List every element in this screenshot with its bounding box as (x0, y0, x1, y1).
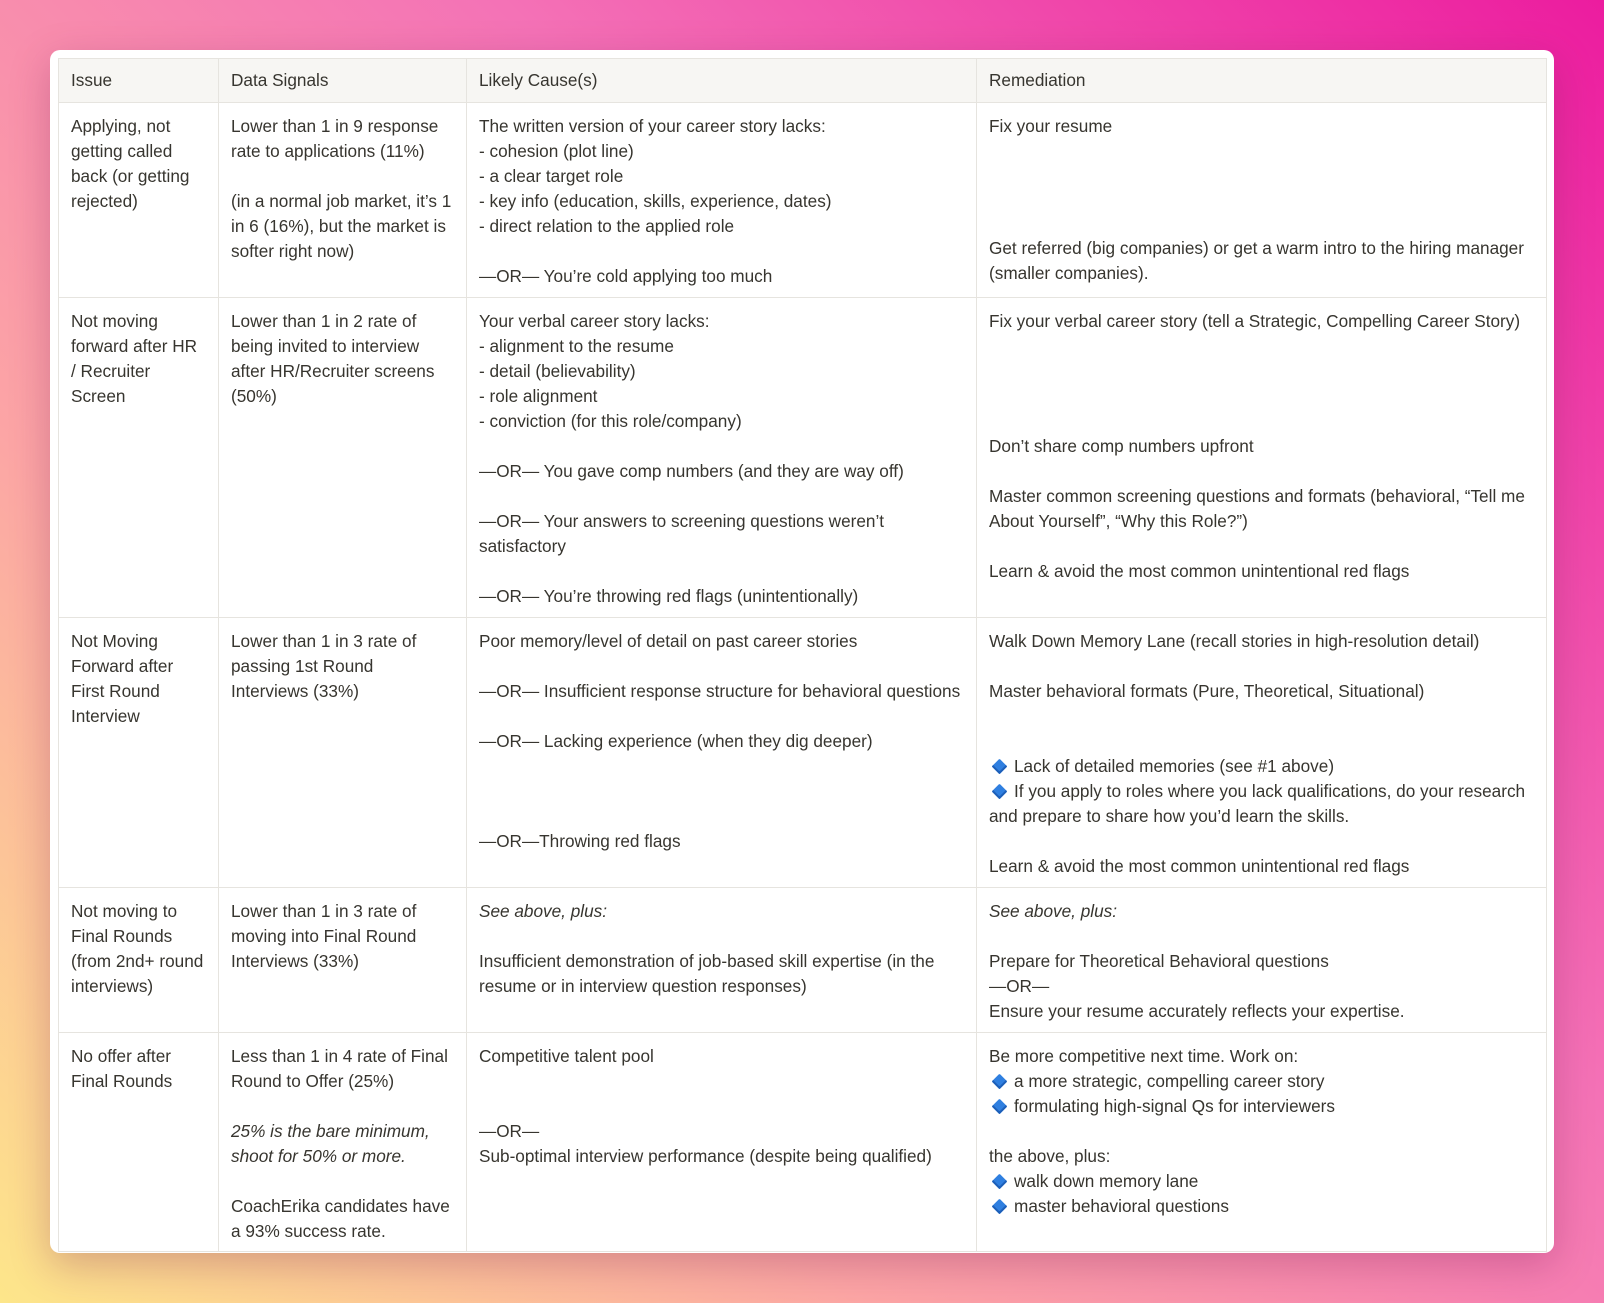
header-issue: Issue (59, 59, 219, 103)
table-row (59, 618, 1547, 888)
header-data-signals: Data Signals (219, 59, 467, 103)
causes-cell: Competitive talent pool —OR— Sub-optimal interview performance (despite being qualified) (467, 1033, 977, 1252)
signals-cell: Lower than 1 in 3 rate of passing 1st Round Interviews (33%) (219, 618, 467, 888)
remediation-cell: Be more competitive next time. Work on: a more strategic, compelling career story formulating high-signal Qs for interviewers the above, plus: walk down memory lane master behavioral questions (977, 1033, 1547, 1252)
diagnosis-table (58, 58, 1547, 1252)
bullet-item: master behavioral questions (989, 1194, 1534, 1219)
blue-diamond-icon (992, 784, 1008, 800)
remediation-cell: Walk Down Memory Lane (recall stories in high-resolution detail) Master behavioral formats (Pure, Theoretical, Situational) Lack of detailed memories (see #1 above) If you apply to roles where you lack qualifications, do your research and prepare to share how you’d learn the skills. Learn & avoid the most common unintentional red flags (977, 618, 1547, 888)
bullet-item: a more strategic, compelling career story (989, 1069, 1534, 1094)
remediation-cell: Fix your verbal career story (tell a Strategic, Compelling Career Story) Don’t share comp numbers upfront Master common screening questions and formats (behavioral, “Tell me About Yourself”, “Why this Role?”) Learn & avoid the most common unintentional red flags (977, 298, 1547, 618)
bullet-item: walk down memory lane (989, 1169, 1534, 1194)
causes-cell: See above, plus: Insufficient demonstration of job-based skill expertise (in the resume or in interview question responses) (467, 888, 977, 1033)
blue-diamond-icon (992, 1199, 1008, 1215)
bullet-item: If you apply to roles where you lack qualifications, do your research and prepare to share how you’d learn the skills. (989, 781, 1526, 826)
table-row (59, 888, 1547, 1033)
issue-cell: Not Moving Forward after First Round Interview (59, 618, 219, 888)
blue-diamond-icon (992, 1074, 1008, 1090)
issue-cell: Not moving to Final Rounds (from 2nd+ round interviews) (59, 888, 219, 1033)
blue-diamond-icon (992, 1099, 1008, 1115)
issue-cell: No offer after Final Rounds (59, 1033, 219, 1252)
causes-cell: Your verbal career story lacks: - alignment to the resume - detail (believability) - role alignment - conviction (for this role/company) —OR— You gave comp numbers (and they are way off) —OR— Your answers to screening questions weren’t satisfactory —OR— You’re throwing red flags (unintentionally) (467, 298, 977, 618)
header-row (59, 59, 1547, 103)
remediation-cell: Fix your resume Get referred (big companies) or get a warm intro to the hiring manager (smaller companies). (977, 103, 1547, 298)
issue-cell: Applying, not getting called back (or getting rejected) (59, 103, 219, 298)
blue-diamond-icon (992, 759, 1008, 775)
remediation-cell: See above, plus: Prepare for Theoretical Behavioral questions —OR— Ensure your resume accurately reflects your expertise. (977, 888, 1547, 1033)
signals-cell: Lower than 1 in 3 rate of moving into Final Round Interviews (33%) (219, 888, 467, 1033)
header-likely-causes: Likely Cause(s) (467, 59, 977, 103)
bullet-item: Lack of detailed memories (see #1 above) (989, 754, 1534, 779)
table-row (59, 103, 1547, 298)
causes-cell: The written version of your career story lacks: - cohesion (plot line) - a clear target role - key info (education, skills, experience, dates) - direct relation to the applied role —OR— You’re cold applying too much (467, 103, 977, 298)
signals-cell: Less than 1 in 4 rate of Final Round to Offer (25%) 25% is the bare minimum, shoot for 50% or more. CoachErika candidates have a 93% success rate. (219, 1033, 467, 1252)
table-row (59, 298, 1547, 618)
blue-diamond-icon (992, 1174, 1008, 1190)
table-card (50, 50, 1554, 1253)
issue-cell: Not moving forward after HR / Recruiter Screen (59, 298, 219, 618)
signals-cell: Lower than 1 in 2 rate of being invited to interview after HR/Recruiter screens (50%) (219, 298, 467, 618)
table-row (59, 1033, 1547, 1252)
signals-cell: Lower than 1 in 9 response rate to applications (11%) (in a normal job market, it’s 1 in 6 (16%), but the market is softer right now) (219, 103, 467, 298)
header-remediation: Remediation (977, 59, 1547, 103)
bullet-item: formulating high-signal Qs for interviewers (989, 1094, 1534, 1119)
causes-cell: Poor memory/level of detail on past career stories —OR— Insufficient response structure for behavioral questions —OR— Lacking experience (when they dig deeper) —OR—Throwing red flags (467, 618, 977, 888)
